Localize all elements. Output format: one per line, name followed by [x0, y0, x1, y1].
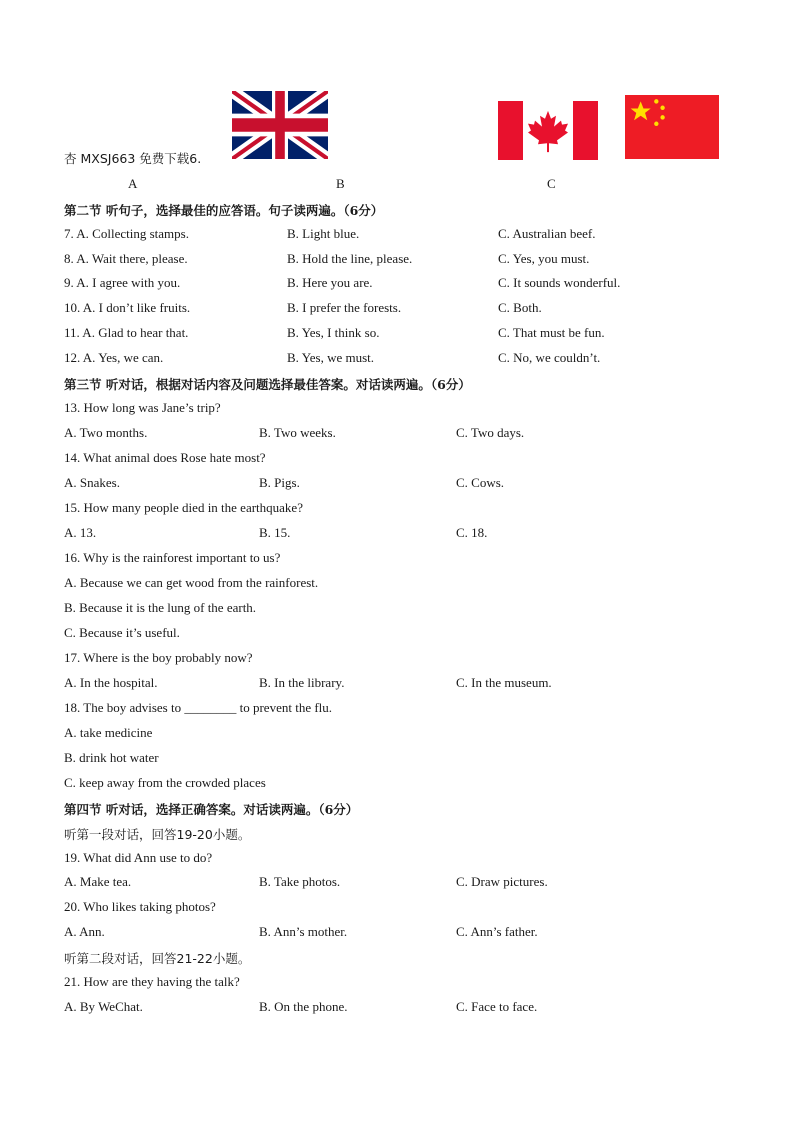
question-13-text: 13. How long was Jane’s trip?	[64, 400, 221, 415]
question-17-options	[0, 675, 794, 697]
option-a: A. In the hospital.	[64, 675, 158, 690]
dialogue-2-intro: 听第二段对话，回答21-22小题。	[64, 951, 251, 966]
canada-flag-image	[498, 101, 598, 160]
question-12-row	[0, 350, 794, 372]
option-a: 12. A. Yes, we can.	[64, 350, 164, 365]
option-b: B. Pigs.	[259, 475, 300, 490]
option-c: C. Draw pictures.	[456, 874, 548, 889]
option-b: B. Ann’s mother.	[259, 924, 348, 939]
option-c: C. Two days.	[456, 425, 525, 440]
china-flag-image	[625, 95, 719, 159]
question-11-row	[0, 325, 794, 347]
option-b: B. Two weeks.	[259, 425, 336, 440]
option-b: B. I prefer the forests.	[287, 300, 402, 315]
uk-flag-image	[232, 91, 328, 159]
question-6-prefix: 杏 MXSJ663 免费下载6.	[64, 151, 202, 166]
option-c: C. 18.	[456, 525, 488, 540]
option-b: B. Yes, we must.	[287, 350, 375, 365]
question-18-text: 18. The boy advises to ________ to prevent the flu.	[64, 700, 333, 715]
question-21-options	[0, 999, 794, 1021]
section-3-heading: 第三节 听对话，根据对话内容及问题选择最佳答案。对话读两遍。（6分）	[64, 377, 471, 392]
option-a: 11. A. Glad to hear that.	[64, 325, 189, 340]
option-c: C. No, we couldn’t.	[498, 350, 601, 365]
option-c: C. Australian beef.	[498, 226, 596, 241]
question-18-option-c: C. keep away from the crowded places	[64, 775, 266, 790]
option-c: C. It sounds wonderful.	[498, 275, 621, 290]
question-13-options	[0, 425, 794, 447]
question-8-row	[0, 251, 794, 273]
section-2-heading: 第二节 听句子，选择最佳的应答语。句子读两遍。（6分）	[64, 203, 384, 218]
option-a: 8. A. Wait there, please.	[64, 251, 188, 266]
option-b: B. Hold the line, please.	[287, 251, 413, 266]
dialogue-1-intro: 听第一段对话，回答19-20小题。	[64, 827, 251, 842]
option-a: 10. A. I don’t like fruits.	[64, 300, 191, 315]
option-c: C. In the museum.	[456, 675, 552, 690]
flag-label-a: A	[128, 176, 138, 191]
option-b: B. Here you are.	[287, 275, 373, 290]
question-17-text: 17. Where is the boy probably now?	[64, 650, 253, 665]
option-b: B. On the phone.	[259, 999, 348, 1014]
option-a: A. By WeChat.	[64, 999, 143, 1014]
question-19-text: 19. What did Ann use to do?	[64, 850, 213, 865]
question-20-options	[0, 924, 794, 946]
question-9-row	[0, 275, 794, 297]
flag-label-b: B	[336, 176, 345, 191]
question-16-text: 16. Why is the rainforest important to us?	[64, 550, 281, 565]
question-18-option-b: B. drink hot water	[64, 750, 159, 765]
section-4-heading: 第四节 听对话，选择正确答案。对话读两遍。（6分）	[64, 802, 359, 817]
option-a: 7. A. Collecting stamps.	[64, 226, 189, 241]
option-b: B. 15.	[259, 525, 291, 540]
option-a: A. Ann.	[64, 924, 105, 939]
option-c: C. Ann’s father.	[456, 924, 538, 939]
option-c: C. Face to face.	[456, 999, 538, 1014]
option-a: A. Snakes.	[64, 475, 120, 490]
question-21-text: 21. How are they having the talk?	[64, 974, 240, 989]
option-c: C. Yes, you must.	[498, 251, 590, 266]
question-16-option-a: A. Because we can get wood from the rainforest.	[64, 575, 319, 590]
option-c: C. Both.	[498, 300, 542, 315]
option-b: B. In the library.	[259, 675, 345, 690]
question-15-text: 15. How many people died in the earthquake?	[64, 500, 303, 515]
question-20-text: 20. Who likes taking photos?	[64, 899, 216, 914]
question-14-text: 14. What animal does Rose hate most?	[64, 450, 266, 465]
question-14-options	[0, 475, 794, 497]
option-c: C. Cows.	[456, 475, 505, 490]
option-a: A. 13.	[64, 525, 97, 540]
option-b: B. Take photos.	[259, 874, 341, 889]
question-16-option-b: B. Because it is the lung of the earth.	[64, 600, 257, 615]
question-7-row	[0, 226, 794, 248]
option-a: A. Make tea.	[64, 874, 132, 889]
question-16-option-c: C. Because it’s useful.	[64, 625, 180, 640]
question-10-row	[0, 300, 794, 322]
option-a: A. Two months.	[64, 425, 148, 440]
flag-label-c: C	[547, 176, 556, 191]
option-c: C. That must be fun.	[498, 325, 605, 340]
question-15-options	[0, 525, 794, 547]
option-b: B. Yes, I think so.	[287, 325, 380, 340]
question-19-options	[0, 874, 794, 896]
question-18-option-a: A. take medicine	[64, 725, 153, 740]
option-a: 9. A. I agree with you.	[64, 275, 181, 290]
option-b: B. Light blue.	[287, 226, 360, 241]
